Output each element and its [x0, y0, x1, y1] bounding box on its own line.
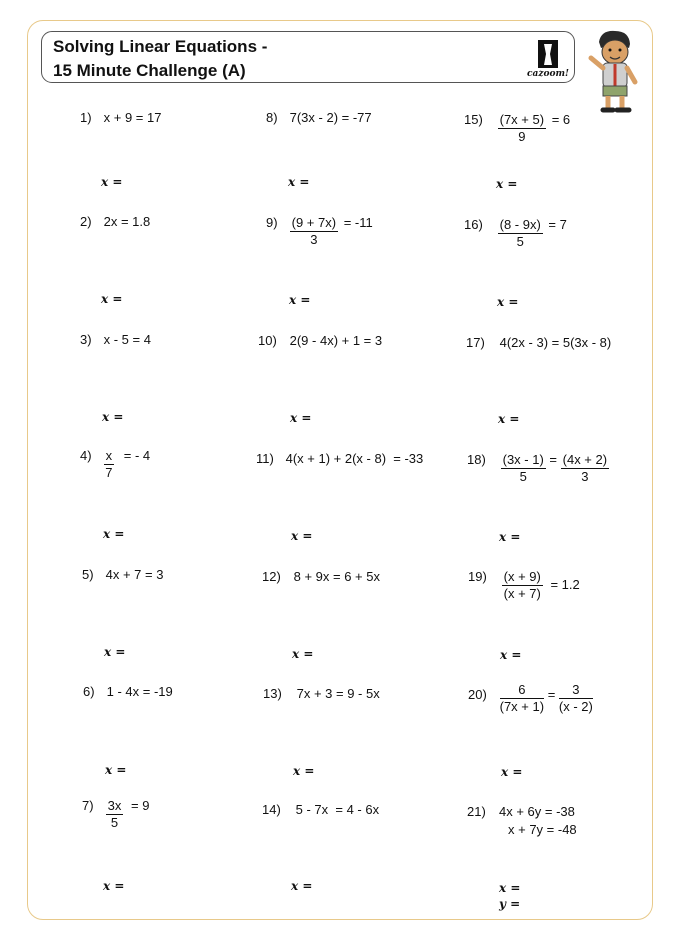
logo-text: cazoom!	[527, 69, 569, 79]
answer-5: x =	[104, 645, 126, 659]
fraction: $\frac{(7x + 5)}{9}$	[499, 112, 545, 144]
fraction: $\frac{6}{(7x + 1)}$	[499, 682, 545, 714]
title-line-2: 15 Minute Challenge (A)	[53, 61, 246, 80]
answer-18: x =	[499, 530, 521, 544]
question-9: 9) $\frac{(9 + 7x)}{3}$ = -11	[266, 215, 373, 247]
answer-21-y: y =	[499, 897, 521, 911]
answer-13: x =	[293, 764, 315, 778]
question-3: 3) x - 5 = 4	[80, 332, 151, 347]
fraction: $\frac{x}{7}$	[105, 448, 113, 480]
question-13: 13) 7x + 3 = 9 - 5x	[263, 686, 380, 701]
question-18: 18) $\frac{(3x - 1)}{5}$ = $\frac{(4x + 2)}{3}$	[467, 452, 608, 484]
question-2: 2) 2x = 1.8	[80, 214, 151, 229]
answer-7: x =	[103, 879, 125, 893]
fraction: $\frac{(x + 9)}{(x + 7)}$	[503, 569, 541, 601]
answer-15: x =	[496, 177, 518, 191]
question-6: 6) 1 - 4x = -19	[83, 684, 173, 699]
question-11: 11) 4(x + 1) + 2(x - 8) = -33	[256, 451, 424, 466]
answer-16: x =	[497, 295, 519, 309]
answer-12: x =	[292, 647, 314, 661]
fraction: $\frac{3x}{5}$	[107, 798, 122, 830]
question-7: 7) $\frac{3x}{5}$ = 9	[82, 798, 150, 830]
question-16: 16) $\frac{(8 - 9x)}{5}$ = 7	[464, 217, 567, 249]
fraction: $\frac{(9 + 7x)}{3}$	[291, 215, 337, 247]
question-12: 12) 8 + 9x = 6 + 5x	[262, 569, 380, 584]
question-19: 19) $\frac{(x + 9)}{(x + 7)}$ = 1.2	[468, 569, 580, 601]
question-8: 8) 7(3x - 2) = -77	[266, 110, 372, 125]
answer-8: x =	[288, 175, 310, 189]
answer-9: x =	[289, 293, 311, 307]
question-17: 17) 4(2x - 3) = 5(3x - 8)	[466, 335, 612, 350]
answer-19: x =	[500, 648, 522, 662]
answer-17: x =	[498, 412, 520, 426]
answer-14: x =	[291, 879, 313, 893]
answer-2: x =	[101, 292, 123, 306]
question-15: 15) $\frac{(7x + 5)}{9}$ = 6	[464, 112, 571, 144]
question-5: 5) 4x + 7 = 3	[82, 567, 164, 582]
answer-21-x: x =	[499, 881, 521, 895]
question-4: 4) $\frac{x}{7}$ = - 4	[80, 448, 151, 480]
fraction: $\frac{3}{(x - 2)}$	[558, 682, 593, 714]
answer-20: x =	[501, 765, 523, 779]
fraction: $\frac{(4x + 2)}{3}$	[562, 452, 608, 484]
title-line-1: Solving Linear Equations -	[53, 37, 268, 56]
answer-4: x =	[103, 527, 125, 541]
question-14: 14) 5 - 7x = 4 - 6x	[262, 802, 380, 817]
question-20: 20) $\frac{6}{(7x + 1)}$ = $\frac{3}{(x - 2)}$	[468, 682, 593, 714]
answer-10: x =	[290, 411, 312, 425]
answer-11: x =	[291, 529, 313, 543]
question-21: 21) 4x + 6y = -38 x + 7y = -48	[467, 804, 577, 837]
worksheet-title	[53, 35, 267, 83]
fraction: $\frac{(3x - 1)}{5}$	[502, 452, 544, 484]
answer-1: x =	[101, 175, 123, 189]
answer-3: x =	[102, 410, 124, 424]
question-10: 10) 2(9 - 4x) + 1 = 3	[258, 333, 383, 348]
answer-6: x =	[105, 763, 127, 777]
question-1: 1) x + 9 = 17	[80, 110, 162, 125]
cartoon-boy-icon	[585, 26, 647, 116]
fraction: $\frac{(8 - 9x)}{5}$	[499, 217, 541, 249]
